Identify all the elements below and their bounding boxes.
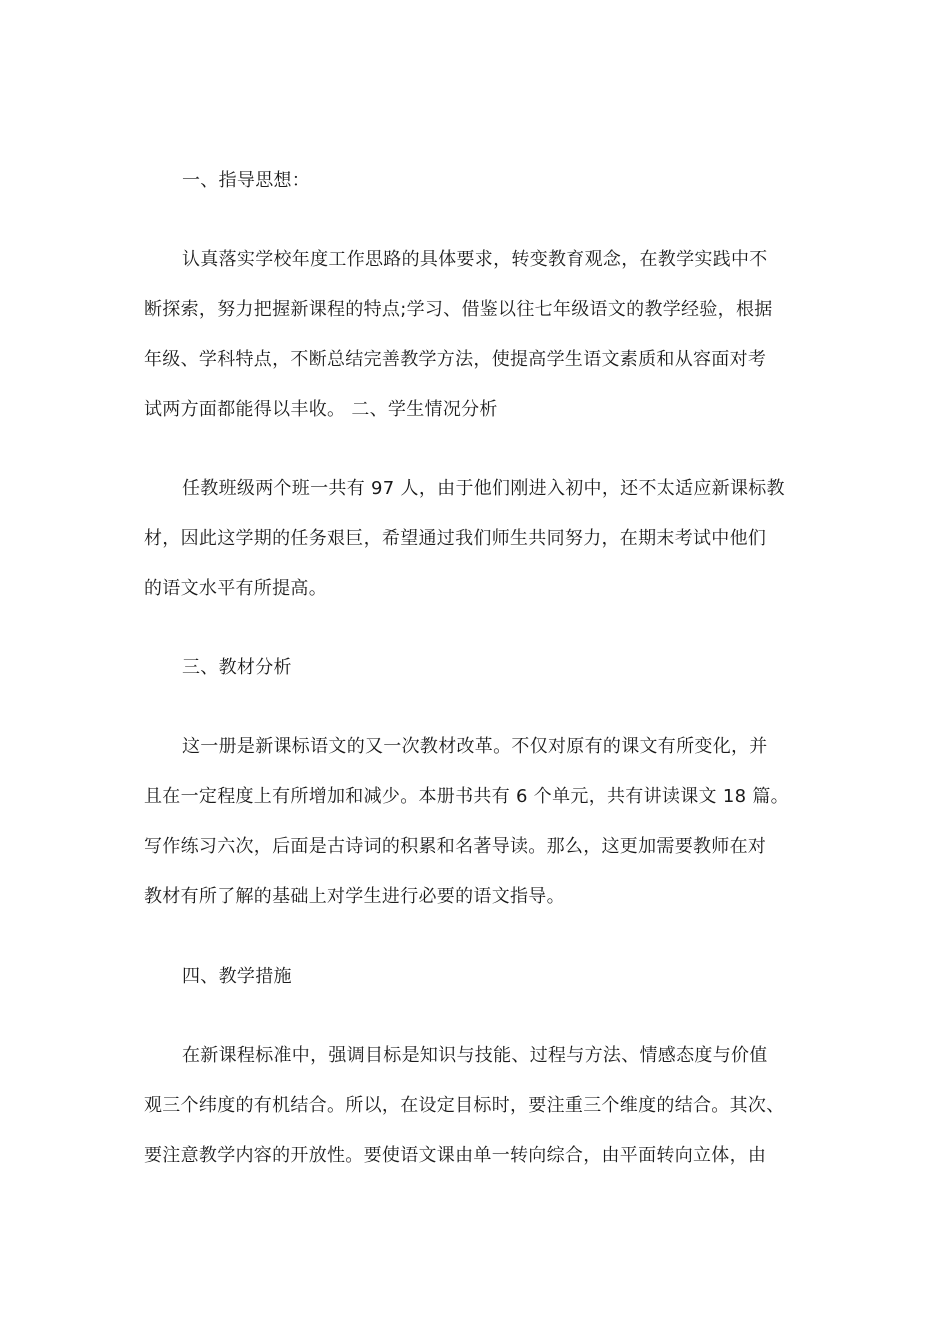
- paragraph-line: 材，因此这学期的任务艰巨，希望通过我们师生共同努力，在期末考试中他们: [144, 528, 767, 549]
- section-heading-teaching-measures: [144, 952, 809, 1002]
- paragraph-line: 观三个纬度的有机结合。所以，在设定目标时，要注重三个维度的结合。其次、: [144, 1095, 785, 1116]
- paragraph-line: 年级、学科特点，不断总结完善教学方法，使提高学生语文素质和从容面对考: [144, 349, 767, 370]
- paragraph-line: 写作练习六次，后面是古诗词的积累和名著导读。那么，这更加需要教师在对: [144, 836, 767, 857]
- paragraph-line: 这一册是新课标语文的又一次教材改革。不仅对原有的课文有所变化，并: [182, 736, 768, 757]
- paragraph-line: 认真落实学校年度工作思路的具体要求，转变教育观念，在教学实践中不: [182, 249, 768, 270]
- paragraph-guiding-thought: [144, 235, 809, 435]
- paragraph-line: 在新课程标准中，强调目标是知识与技能、过程与方法、情感态度与价值: [182, 1045, 768, 1066]
- paragraph-textbook-analysis: [144, 722, 809, 922]
- paragraph-line: 试两方面都能得以丰收。 二、学生情况分析: [144, 399, 498, 420]
- section-heading-guiding-thought: [144, 156, 809, 206]
- paragraph-line: 教材有所了解的基础上对学生进行必要的语文指导。: [144, 886, 565, 907]
- paragraph-line: 断探索，努力把握新课程的特点;学习、借鉴以往七年级语文的教学经验，根据: [144, 299, 773, 320]
- section-heading-textbook-analysis: [144, 643, 809, 693]
- paragraph-teaching-measures: [144, 1031, 809, 1181]
- heading-line: 一、指导思想：: [182, 170, 311, 191]
- paragraph-line: 且在一定程度上有所增加和减少。本册书共有 6 个单元，共有讲读课文 18 篇。: [144, 786, 789, 807]
- heading-line: 四、教学措施: [182, 966, 292, 987]
- paragraph-line: 要注意教学内容的开放性。要使语文课由单一转向综合，由平面转向立体，由: [144, 1145, 767, 1166]
- paragraph-line: 的语文水平有所提高。: [144, 578, 327, 599]
- paragraph-line: 任教班级两个班一共有 97 人，由于他们刚进入初中，还不太适应新课标教: [182, 478, 785, 499]
- heading-line: 三、教材分析: [182, 657, 292, 678]
- paragraph-student-analysis: [144, 464, 809, 614]
